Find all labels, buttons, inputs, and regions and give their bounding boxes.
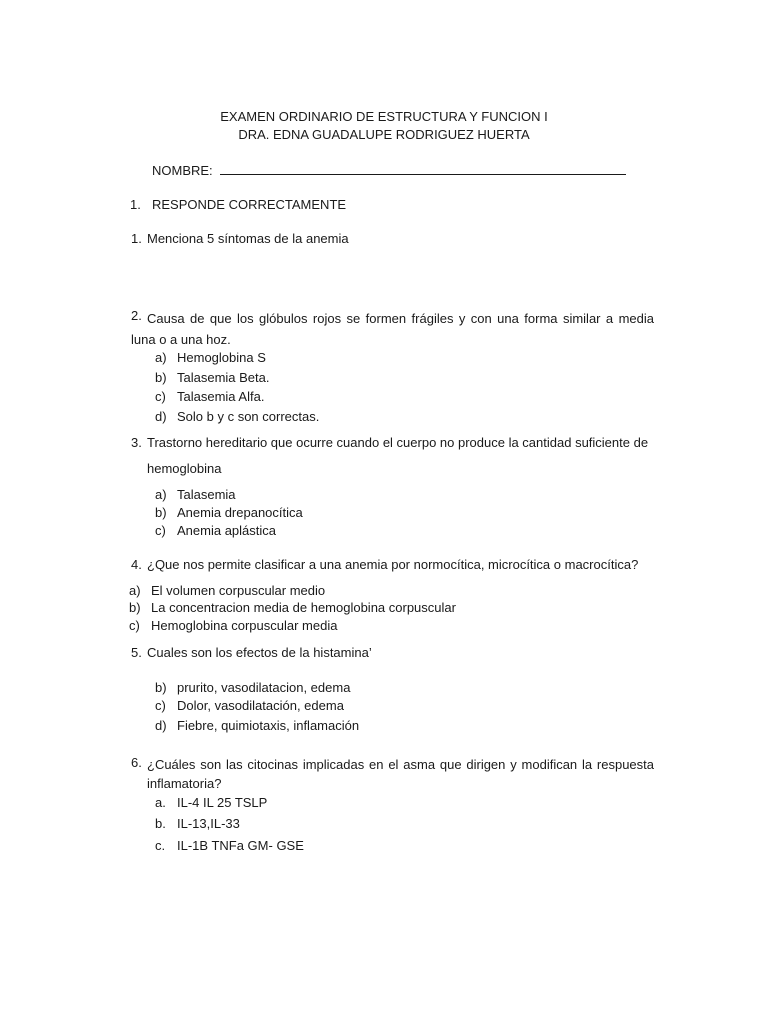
- question-text: ¿Que nos permite clasificar a una anemia por normocítica, microcítica o macrocítica?: [147, 557, 639, 572]
- option-4c[interactable]: c) Hemoglobina corpuscular media: [129, 618, 338, 633]
- name-blank-line[interactable]: [220, 162, 626, 175]
- option-5c[interactable]: c) Dolor, vasodilatación, edema: [155, 698, 344, 713]
- option-2c[interactable]: c) Talasemia Alfa.: [155, 389, 265, 404]
- section-heading: [130, 197, 346, 213]
- question-number: 4.: [131, 557, 142, 572]
- option-5d[interactable]: d) Fiebre, quimiotaxis, inflamación: [155, 718, 360, 733]
- exam-author: DRA. EDNA GUADALUPE RODRIGUEZ HUERTA: [238, 127, 530, 142]
- question-number: 3.: [131, 435, 142, 450]
- exam-title: EXAMEN ORDINARIO DE ESTRUCTURA Y FUNCION I: [220, 109, 548, 124]
- question-1: [131, 231, 349, 247]
- question-text: Cuales son los efectos de la histamina’: [147, 645, 372, 660]
- option-3a[interactable]: a) Talasemia: [155, 487, 236, 502]
- question-4: [131, 557, 638, 573]
- option-2a[interactable]: a) Hemoglobina S: [155, 350, 266, 365]
- section-number: 1.: [130, 197, 141, 212]
- question-3: [131, 435, 648, 451]
- question-6-number: 6.: [131, 755, 142, 770]
- option-6b[interactable]: b. IL-13,IL-33: [155, 816, 240, 831]
- name-label: NOMBRE:: [152, 163, 213, 178]
- option-2d[interactable]: d) Solo b y c son correctas.: [155, 409, 320, 424]
- question-6-text: ¿Cuáles son las citocinas implicadas en el asma que dirigen y modifican la respuesta inflamatoria?: [147, 757, 654, 791]
- question-number: 5.: [131, 645, 142, 660]
- question-2-text: Causa de que los glóbulos rojos se formen frágiles y con una forma similar a media luna o a una hoz.: [131, 311, 654, 347]
- option-6c[interactable]: c. IL-1B TNFa GM- GSE: [155, 838, 304, 853]
- question-text-line1: Trastorno hereditario que ocurre cuando el cuerpo no produce la cantidad suficiente de: [147, 435, 649, 450]
- option-5b[interactable]: b) prurito, vasodilatacion, edema: [155, 680, 351, 695]
- option-4b[interactable]: b) La concentracion media de hemoglobina corpuscular: [129, 600, 456, 615]
- option-3b[interactable]: b) Anemia drepanocítica: [155, 505, 303, 520]
- option-3c[interactable]: c) Anemia aplástica: [155, 523, 276, 538]
- option-4a[interactable]: a) El volumen corpuscular medio: [129, 583, 326, 598]
- option-6a[interactable]: a. IL-4 IL 25 TSLP: [155, 795, 268, 810]
- question-3-text-line2: hemoglobina: [147, 461, 222, 476]
- question-2-number: 2.: [131, 308, 142, 323]
- section-title: RESPONDE CORRECTAMENTE: [152, 197, 347, 212]
- option-2b[interactable]: b) Talasemia Beta.: [155, 370, 270, 385]
- question-text: Menciona 5 síntomas de la anemia: [147, 231, 349, 246]
- question-number: 1.: [131, 231, 142, 246]
- question-5: [131, 645, 372, 661]
- name-field[interactable]: [152, 162, 626, 179]
